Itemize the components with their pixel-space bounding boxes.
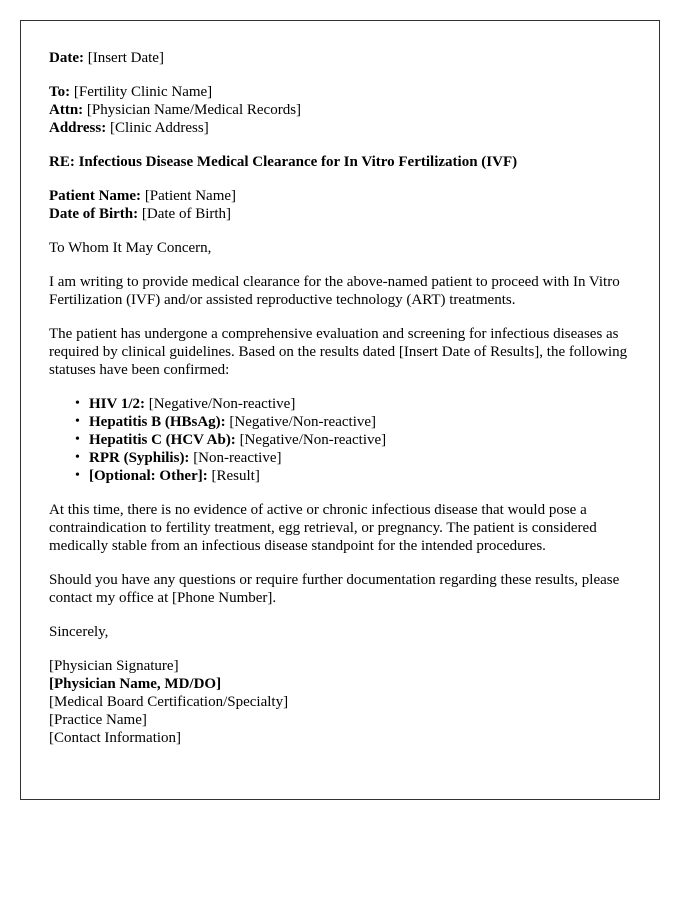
result-value: [Result] xyxy=(211,468,260,484)
bullet-icon: • xyxy=(75,450,80,465)
dob-line xyxy=(49,205,631,223)
address-value: [Clinic Address] xyxy=(109,120,209,136)
result-value: [Negative/Non-reactive] xyxy=(148,396,296,412)
result-test: [Optional: Other]: xyxy=(89,468,208,484)
contact-info-line: [Contact Information] xyxy=(49,730,182,746)
result-value: [Negative/Non-reactive] xyxy=(229,414,377,430)
attn-value: [Physician Name/Medical Records] xyxy=(86,102,302,118)
bullet-icon: • xyxy=(75,468,80,483)
address-line xyxy=(49,119,631,137)
result-test: RPR (Syphilis): xyxy=(89,450,190,466)
contact-paragraph: Should you have any questions or require further documentation regarding these results, please contact my office at [Phone Number]. xyxy=(49,572,620,606)
to-value: [Fertility Clinic Name] xyxy=(73,84,213,100)
result-item-hiv xyxy=(75,395,631,413)
result-value: [Non-reactive] xyxy=(193,450,282,466)
dob-value: [Date of Birth] xyxy=(141,206,232,222)
result-test: Hepatitis B (HBsAg): xyxy=(89,414,226,430)
evaluation-paragraph: The patient has undergone a comprehensive evaluation and screening for infectious diseases as required by clinical guidelines. Based on the results dated [Insert Date of Results], the following statuses have been confirmed: xyxy=(49,326,628,378)
practice-line: [Practice Name] xyxy=(49,712,147,728)
physician-name: [Physician Name, MD/DO] xyxy=(49,676,222,692)
to-label: To: xyxy=(49,84,71,100)
result-test: HIV 1/2: xyxy=(89,396,145,412)
attn-label: Attn: xyxy=(49,102,84,118)
recipient-block xyxy=(49,83,631,137)
dob-label: Date of Birth: xyxy=(49,206,139,222)
bullet-icon: • xyxy=(75,432,80,447)
patient-name-line xyxy=(49,187,631,205)
subject-line xyxy=(49,153,631,171)
certification-line: [Medical Board Certification/Specialty] xyxy=(49,694,289,710)
signature-block xyxy=(49,657,631,747)
result-item-hepatitis-b xyxy=(75,413,631,431)
signature-line: [Physician Signature] xyxy=(49,658,179,674)
result-item-rpr xyxy=(75,449,631,467)
salutation: To Whom It May Concern, xyxy=(49,240,212,256)
subject-text: RE: Infectious Disease Medical Clearance for In Vitro Fertilization (IVF) xyxy=(49,154,518,170)
bullet-icon: • xyxy=(75,414,80,429)
bullet-icon: • xyxy=(75,396,80,411)
result-value: [Negative/Non-reactive] xyxy=(239,432,387,448)
patient-block xyxy=(49,187,631,223)
results-list xyxy=(49,395,631,485)
result-item-hepatitis-c xyxy=(75,431,631,449)
to-line xyxy=(49,83,631,101)
result-test: Hepatitis C (HCV Ab): xyxy=(89,432,236,448)
patient-name-value: [Patient Name] xyxy=(144,188,237,204)
clearance-letter xyxy=(20,20,660,800)
result-item-other xyxy=(75,467,631,485)
intro-paragraph: I am writing to provide medical clearance for the above-named patient to proceed with In Vitro Fertilization (IVF) and/or assisted reproductive technology (ART) treatments. xyxy=(49,274,620,308)
conclusion-paragraph: At this time, there is no evidence of active or chronic infectious disease that would pose a contraindication to fertility treatment, egg retrieval, or pregnancy. The patient is considered medically stable from an infectious disease standpoint for the intended procedures. xyxy=(49,502,597,554)
date-value: [Insert Date] xyxy=(87,50,164,66)
closing: Sincerely, xyxy=(49,624,109,640)
address-label: Address: xyxy=(49,120,107,136)
date-label: Date: xyxy=(49,50,84,66)
attn-line xyxy=(49,101,631,119)
date-line xyxy=(49,49,631,67)
patient-name-label: Patient Name: xyxy=(49,188,142,204)
